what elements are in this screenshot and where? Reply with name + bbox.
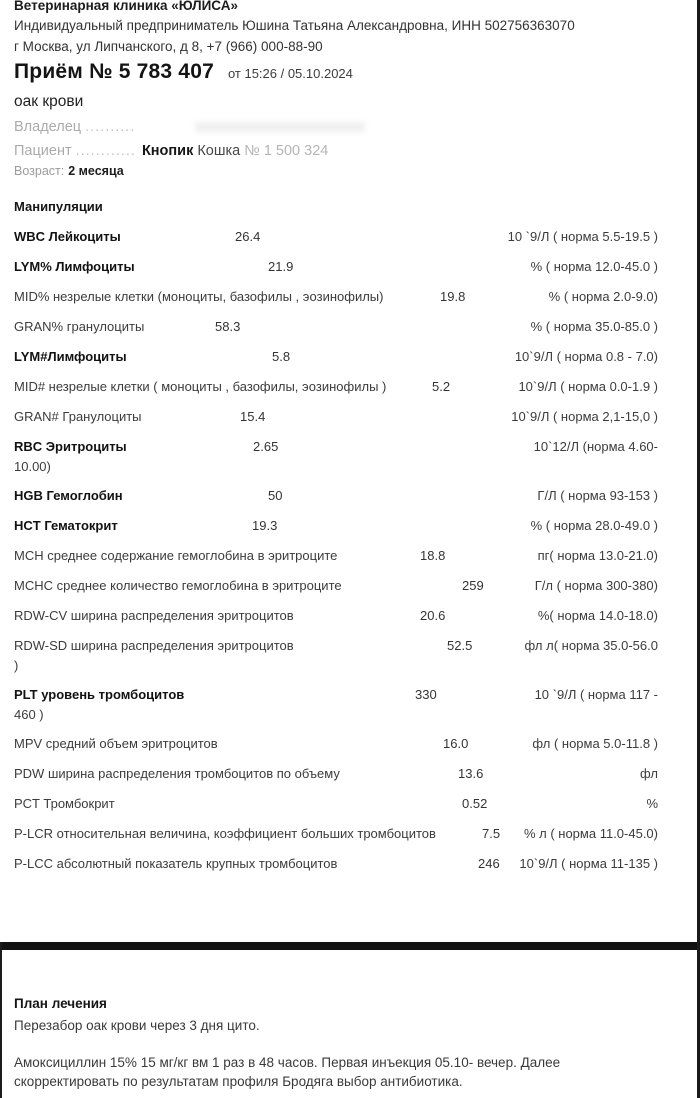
parameter-value: 5.8 [272,349,291,364]
parameter-value: 330 [415,687,437,702]
visit-title: Приём № 5 783 407 [14,60,214,83]
parameter-name: MID% незрелые клетки (моноциты, базофилы , эозинофилы) [14,289,384,304]
clinic-entrepreneur: Индивидуальный предприниматель Юшина Татьяна Александровна, ИНН 502756363070 [14,18,575,33]
parameter-name: HCT Гематокрит [14,518,118,533]
patient-card-number: № 1 500 324 [244,142,329,159]
patient-species: Кошка [197,142,241,159]
parameter-name: P-LCR относительная величина, коэффициент больших тромбоцитов [14,826,436,841]
patient-block [14,116,652,178]
visit-subtitle: оак крови [14,93,84,110]
parameter-unit-norm: 10`9/Л ( норма 2,1-15,0 ) [511,409,658,424]
parameter-value: 2.65 [253,439,279,454]
parameter-unit-norm: Г/Л ( норма 93-153 ) [537,488,658,503]
parameter-value: 19.3 [252,518,278,533]
treatment-resample-line: Перезабор оак крови через 3 дня цито. [14,1018,260,1033]
age-label: Возраст: [14,164,65,178]
age-value: 2 месяца [68,164,124,178]
parameter-unit-norm: % ( норма 12.0-45.0 ) [530,259,658,274]
lab-result-row [14,796,658,813]
lab-result-row [14,608,658,625]
parameter-value: 26.4 [235,229,261,244]
patient-dotted-leader: ............ [75,142,136,159]
parameter-value: 50 [268,488,283,503]
parameter-name: GRAN% гранулоциты [14,319,145,334]
parameter-norm-continuation: 10.00) [14,459,51,474]
screen-left-border-bottom [0,942,2,1098]
lab-results-table [14,229,658,886]
parameter-name: RDW-CV ширина распределения эритроцитов [14,608,294,623]
lab-result-row [14,259,658,276]
lab-result-row [14,319,658,336]
parameter-unit-norm: % л ( норма 11.0-45.0) [523,826,658,841]
lab-result-row [14,349,658,366]
parameter-unit-norm: фл л( норма 35.0-56.0 [524,638,658,653]
parameter-value: 18.8 [420,548,446,563]
age-line [14,164,652,178]
parameter-unit-norm: Г/л ( норма 300-380) [534,578,658,593]
owner-dotted-leader: .......... [85,119,136,135]
manipulations-title: Манипуляции [14,199,103,214]
clinic-address: г Москва, ул Липчанского, д 8, +7 (966) 000-88-90 [14,38,323,54]
parameter-unit-norm: 10`12/Л (норма 4.60- [533,439,658,454]
parameter-value: 20.6 [420,608,446,623]
parameter-value: 58.3 [215,319,241,334]
section-divider-band [0,942,700,950]
parameter-unit-norm: 10`9/Л ( норма 11-135 ) [519,856,658,871]
parameter-name: MCH среднее содержание гемоглобина в эритроците [14,548,338,563]
parameter-norm-continuation: ) [14,658,19,673]
parameter-unit-norm: 10`9/Л ( норма 0.0-1.9 ) [518,379,658,394]
parameter-name: RDW-SD ширина распределения эритроцитов [14,638,294,653]
lab-result-row [14,766,658,783]
patient-label: Пациент [14,142,72,159]
patient-name: Кнопик [141,142,194,159]
lab-result-row [14,638,658,674]
parameter-unit-norm: % ( норма 35.0-85.0 ) [530,319,658,334]
lab-result-row [14,548,658,565]
parameter-value: 7.5 [482,826,501,841]
parameter-name: GRAN# Гранулоциты [14,409,142,424]
lab-result-row [14,687,658,723]
redacted-owner-name [195,122,365,132]
parameter-unit-norm: фл [640,766,658,781]
parameter-value: 15.4 [240,409,266,424]
parameter-name: MCHC среднее количество гемоглобина в эритроците [14,578,342,593]
visit-header [14,60,353,84]
lab-result-row [14,488,658,505]
treatment-plan-title: План лечения [14,996,107,1011]
parameter-value: 19.8 [440,289,466,304]
parameter-unit-norm: %( норма 14.0-18.0) [537,608,658,623]
owner-label: Владелец [14,119,82,135]
parameter-unit-norm: пг( норма 13.0-21.0) [537,548,658,563]
parameter-name: RBC Эритроциты [14,439,127,454]
parameter-value: 52.5 [447,638,473,653]
lab-result-row [14,826,658,843]
lab-result-row [14,409,658,426]
parameter-name: MID# незрелые клетки ( моноциты , базофилы, эозинофилы ) [14,379,387,394]
lab-result-row [14,736,658,753]
lab-result-row [14,856,658,873]
parameter-unit-norm: % ( норма 2.0-9.0) [548,289,658,304]
parameter-unit-norm: фл ( норма 5.0-11.8 ) [532,736,658,751]
parameter-name: LYM% Лимфоциты [14,259,135,274]
parameter-name: MPV средний объем эритроцитов [14,736,218,751]
lab-result-row [14,379,658,396]
parameter-unit-norm: 10 `9/Л ( норма 5.5-19.5 ) [507,229,658,244]
parameter-name: P-LCC абсолютный показатель крупных тромбоцитов [14,856,338,871]
parameter-value: 5.2 [432,379,451,394]
parameter-value: 0.52 [462,796,488,811]
lab-result-row [14,518,658,535]
parameter-name: PCT Тромбокрит [14,796,115,811]
parameter-name: LYM#Лимфоциты [14,349,127,364]
parameter-value: 13.6 [458,766,484,781]
clinic-name: Ветеринарная клиника «ЮЛИСА» [14,0,238,13]
parameter-name: PDW ширина распределения тромбоцитов по объему [14,766,340,781]
parameter-name: WBC Лейкоциты [14,229,121,244]
clinic-header [14,0,652,57]
parameter-name: HGB Гемоглобин [14,488,123,503]
parameter-unit-norm: 10`9/Л ( норма 0.8 - 7.0) [514,349,658,364]
lab-result-row [14,229,658,246]
owner-line [14,116,652,140]
parameter-unit-norm: 10 `9/Л ( норма 117 - [534,687,658,702]
parameter-unit-norm: % [646,796,658,811]
parameter-value: 246 [478,856,500,871]
patient-line [14,140,652,164]
treatment-antibiotic-paragraph: Амоксициллин 15% 15 мг/кг вм 1 раз в 48 часов. Первая инъекция 05.10- вечер. Далее скорректировать по результатам профиля Бродяга выбор антибиотика. [14,1055,561,1089]
lab-result-row [14,578,658,595]
parameter-name: PLT уровень тромбоцитов [14,687,185,702]
lab-result-row [14,289,658,306]
parameter-value: 16.0 [443,736,469,751]
parameter-norm-continuation: 460 ) [14,707,44,722]
treatment-plan-block [14,995,658,1091]
visit-datetime: от 15:26 / 05.10.2024 [227,66,353,81]
parameter-value: 259 [462,578,484,593]
parameter-unit-norm: % ( норма 28.0-49.0 ) [530,518,658,533]
lab-result-row [14,439,658,475]
parameter-value: 21.9 [268,259,294,274]
